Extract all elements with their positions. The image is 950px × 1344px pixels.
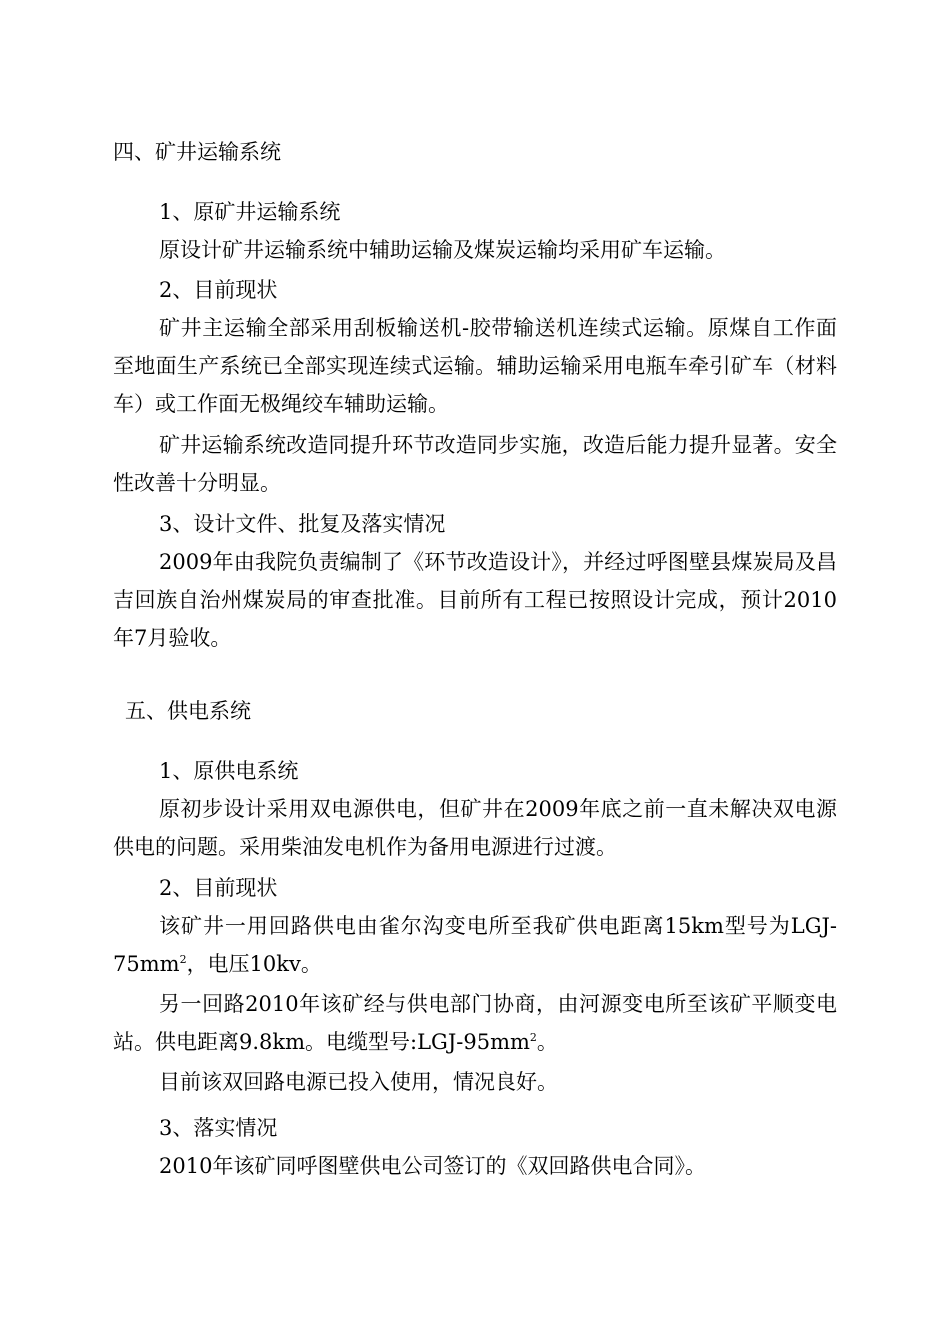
subheading-current-status: 2、目前现状 bbox=[159, 278, 278, 302]
superscript: 2 bbox=[529, 1031, 537, 1044]
section-heading-power: 五、供电系统 bbox=[125, 699, 251, 723]
subheading-original-power: 1、原供电系统 bbox=[159, 759, 299, 783]
text-run: 。 bbox=[536, 1030, 558, 1054]
subheading-implementation: 3、落实情况 bbox=[159, 1116, 278, 1140]
paragraph: 原设计矿井运输系统中辅助运输及煤炭运输均采用矿车运输。 bbox=[159, 238, 726, 262]
subheading-original-transport: 1、原矿井运输系统 bbox=[159, 200, 341, 224]
subheading-design-docs: 3、设计文件、批复及落实情况 bbox=[159, 512, 446, 536]
paragraph: 2009年由我院负责编制了《环节改造设计》，并经过呼图壁县煤炭局及昌吉回族自治州煤炭局的审查批准。目前所有工程已按照设计完成，预计2010年7月验收。 bbox=[113, 550, 837, 650]
paragraph bbox=[113, 985, 837, 1061]
text-run: 该矿井一用回路供电由雀尔沟变电所至我矿供电距离15km型号为LGJ-75mm bbox=[113, 914, 837, 976]
paragraph bbox=[113, 907, 837, 983]
text-run: 另一回路2010年该矿经与供电部门协商，由河源变电所至该矿平顺变电站。供电距离9.8km。电缆型号:LGJ-95mm bbox=[113, 992, 837, 1054]
section-heading-transport: 四、矿井运输系统 bbox=[113, 140, 281, 164]
paragraph: 矿井运输系统改造同提升环节改造同步实施，改造后能力提升显著。安全性改善十分明显。 bbox=[113, 433, 837, 495]
paragraph: 矿井主运输全部采用刮板输送机-胶带输送机连续式运输。原煤自工作面至地面生产系统已全部实现连续式运输。辅助运输采用电瓶车牵引矿车（材料车）或工作面无极绳绞车辅助运输。 bbox=[113, 316, 837, 416]
paragraph: 2010年该矿同呼图壁供电公司签订的《双回路供电合同》。 bbox=[159, 1154, 706, 1178]
superscript: 2 bbox=[179, 953, 187, 966]
subheading-current-status: 2、目前现状 bbox=[159, 876, 278, 900]
paragraph: 原初步设计采用双电源供电，但矿井在2009年底之前一直未解决双电源供电的问题。采用柴油发电机作为备用电源进行过渡。 bbox=[113, 797, 837, 859]
paragraph: 目前该双回路电源已投入使用，情况良好。 bbox=[159, 1070, 558, 1094]
text-run: ，电压10kv。 bbox=[186, 952, 322, 976]
